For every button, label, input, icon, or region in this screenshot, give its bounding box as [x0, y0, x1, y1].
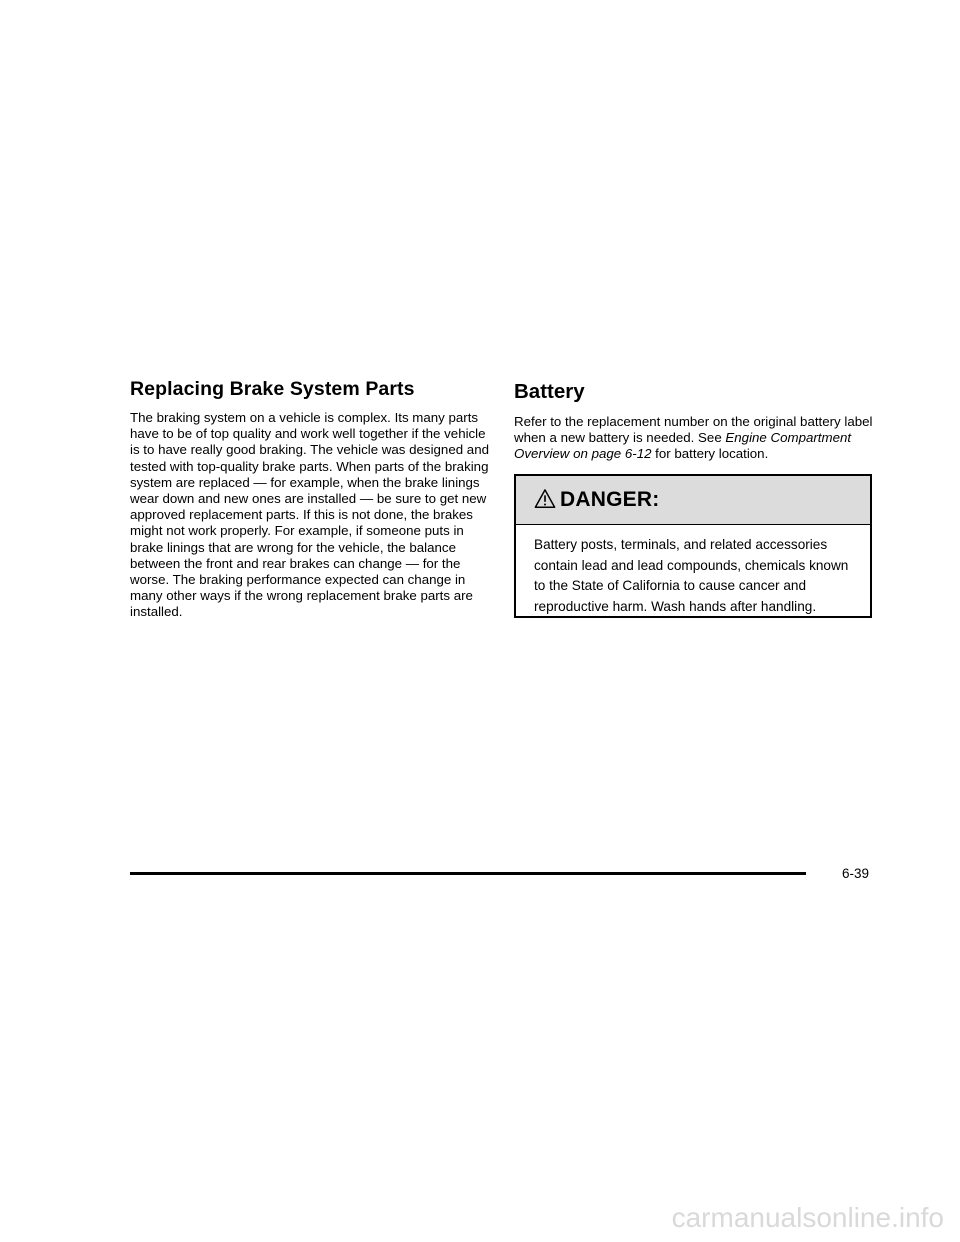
- battery-text-after: for battery location.: [651, 446, 769, 462]
- watermark: carmanualsonline.info: [671, 1202, 944, 1233]
- brake-parts-paragraph: The braking system on a vehicle is complex. Its many parts have to be of top quality and work well together if the vehicle is to have really good braking. The vehicle was designed and tested with top-quality brake parts. When parts of the braking system are replaced — for example, when the brake linings wear down and new ones are installed — be sure to get new approved replacement parts. If this is not done, the brakes might not work properly. For example, if someone puts in brake linings that are wrong for the vehicle, the balance between the front and rear brakes can change — for the worse. The braking performance expected can change in many other ways if the wrong replacement brake parts are installed.: [130, 410, 489, 620]
- page-number: 6-39: [842, 866, 870, 881]
- battery-paragraph: [514, 414, 874, 463]
- danger-body-text: Battery posts, terminals, and related accessories contain lead and lead compounds, chemicals known to the State of California to cause cancer and reproductive harm. Wash hands after handling.: [534, 537, 849, 614]
- left-column: [130, 378, 490, 621]
- section-heading-brake-parts: Replacing Brake System Parts: [130, 378, 415, 400]
- footer-rule: [130, 872, 806, 875]
- right-column: [514, 378, 874, 463]
- battery-text-before: Refer to the replacement number on the original battery label when a new battery is needed. See: [514, 414, 873, 446]
- section-heading-battery: Battery: [514, 380, 585, 403]
- danger-header: [516, 476, 870, 525]
- danger-title: DANGER:: [560, 488, 660, 511]
- danger-notice: [514, 474, 872, 618]
- warning-triangle-icon: [534, 488, 556, 510]
- engine-compartment-reference-link[interactable]: Engine Compartment Overview on page 6-12: [514, 430, 852, 462]
